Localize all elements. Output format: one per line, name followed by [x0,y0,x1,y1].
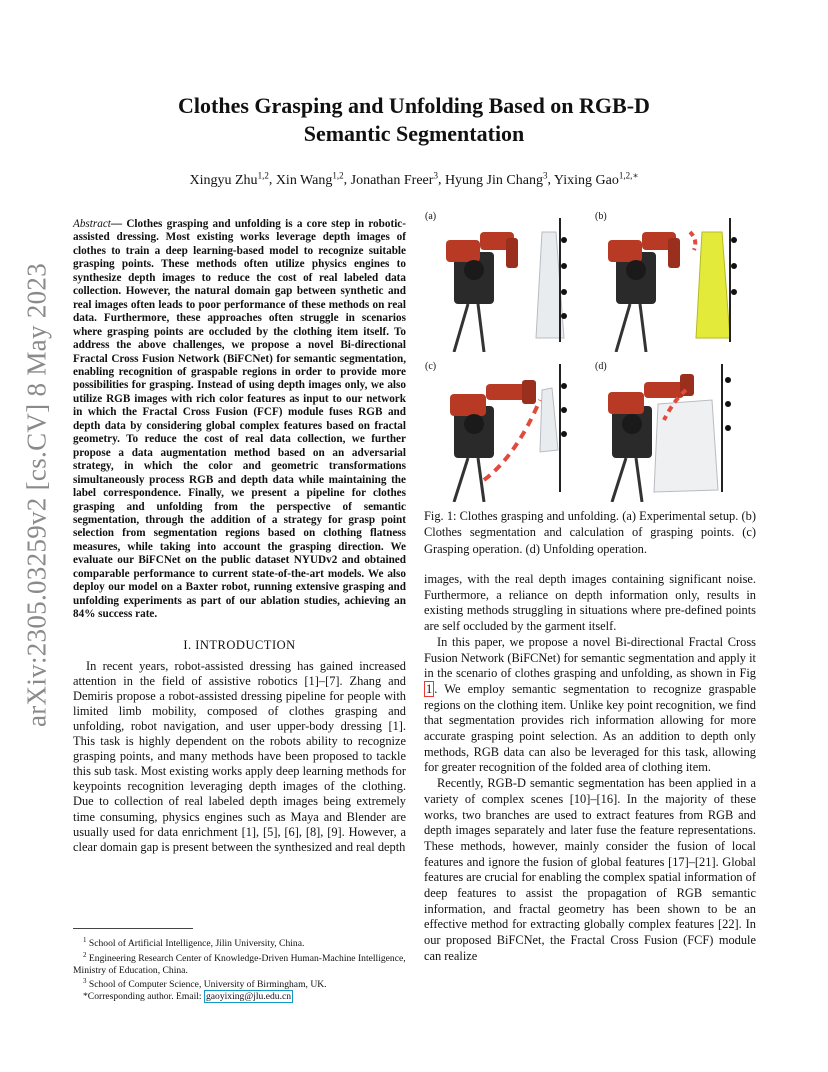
footnotes [73,928,406,1003]
corresponding-author: *Corresponding author. Email: gaoyixing@jlu.edu.cn [83,991,292,1003]
figure-panel-b [594,210,756,352]
right-column [424,572,756,965]
abstract-text: — Clothes grasping and unfolding is a core step in robotic-assisted dressing. Most existing works leverage depth images of clothes to train a deep learning-based model to recognize suitable grasping points. These methods often utilize physics engines to synthesize depth images to reduce the cost of real labeled data collection. However, the natural domain gap between synthetic and real images often leads to poor performance of these methods on real data. Furthermore, these approaches often struggle in scenarios where grasping points are occluded by the clothing item itself. To address the above challenges, we propose a novel Bi-directional Fractal Cross Fusion Network (BiFCNet) for semantic segmentation, enabling recognition of graspable regions in order to provide more possibilities for grasping. Instead of using depth images only, we also utilize RGB images with rich color features as input to our network in which the Fractal Cross Fusion (FCF) module fuses RGB and depth data by considering global complex features based on fractal geometry. To reduce the cost of real data collection, we further propose a data augmentation method based on an adversarial strategy, in which the color and geometric transformations simultaneously process RGB and depth data while maintaining the label correspondence. Finally, we present a pipeline for clothes grasping and unfolding from the perspective of semantic segmentation, through the addition of a strategy for grasp point selection from segmentation regions based on clothing flatness measures, while taking into account the grasping direction. We evaluate our BiFCNet on the public dataset NYUDv2 and obtained comparable performance to current state-of-the-art models. We also deploy our model on a Baxter robot, running extensive grasping and unfolding experiments as part of our ablation studies, achieving an 84% success rate. [73,218,406,621]
abstract-label: Abstract [73,218,111,230]
author-list: Xingyu Zhu$^{1,2}$, Xin Wang$^{1,2}$, Jonathan Freer$^3$, Hyung Jin Chang$^3$, Yixing Gao$^{1,2,∗}$ [189,170,639,188]
title-line-1: Clothes Grasping and Unfolding Based on RGB-D [178,93,650,118]
left-column [73,218,406,855]
figure-caption: Fig. 1: Clothes grasping and unfolding. (a) Experimental setup. (b) Clothes segmentation and calculation of grasping points. (c) Grasping operation. (d) Unfolding operation. [424,509,756,556]
figure-panel-a [424,210,586,352]
figure-panel-d [594,360,756,502]
panel-label-b: (b) [595,211,607,222]
panel-label-d: (d) [595,361,607,372]
body-paragraph: Recently, RGB-D semantic segmentation has been applied in a variety of complex scenes [10]–[16]. In the majority of these works, two branches are used to extract features from RGB and depth images separately and later fuse the feature representations. These methods, however, mainly consider the fusion of local features and ignore the fusion of global features [17]–[21]. Global features are crucial for enabling the complex spatial information of deep features to assist the propagation of RGB semantic information, and fractal geometry has been shown to be an effective method for extracting globally complex features [22]. In our proposed BiFCNet, the Fractal Cross Fusion (FCF) module can realize [424,776,757,963]
body-paragraph: images, with the real depth images containing significant noise. Furthermore, a reliance on depth information only, results in existing methods struggling in situations where pre-defined points are self occluded by the garment itself. [424,572,756,634]
paper-title [100,92,728,148]
intro-paragraph: In recent years, robot-assisted dressing has gained increased attention in the field of assistive robotics [1]–[7]. Zhang and Demiris propose a robot-assisted dressing pipeline for people with limited limb mobility, composed of clothes grasping and unfolding, robot navigation, and user upper-body dressing [1]. This task is highly dependent on the robots ability to recognize grasping points, and many methods have been proposed to tackle this sub task. Most existing works apply deep learning methods for keypoints recognition leveraging depth images of the clothing. Due to collection of real labeled depth images being extremely time consuming, physics engines such as Maya and Blender are usually used for data enrichment [1], [5], [6], [8], [9]. However, a clear domain gap is present between the synthesized and real depth [73,658,406,854]
author: Yixing Gao$^{1,2,∗}$ [553,170,639,188]
body-paragraph: In this paper, we propose a novel Bi-directional Fractal Cross Fusion Network (BiFCNet) for semantic segmentation and apply it in the scenario of clothes grasping and unfolding, as shown in Fig 1 . We employ semantic segmentation to recognize graspable regions on the clothing item. Unlike key point recognition, we find that segmentation provides rich information allowing for more accurate grasping point selection. As an addition to depth only methods, RGB data can also be leveraged for this task, allowing for greater recognition of the folded area of clothing item. [424,634,756,775]
robot-photo-a [424,210,586,352]
figure-panel-c [424,360,586,502]
footnote: $^3$ School of Computer Science, University of Birmingham, UK. [83,977,327,991]
footnote: $^1$ School of Artificial Intelligence, Jilin University, China. [83,936,305,950]
author: Hyung Jin Chang$^3$ [444,170,548,188]
title-line-2: Semantic Segmentation [303,121,525,146]
abstract [73,218,406,622]
robot-photo-d [594,360,756,502]
robot-photo-c [424,360,586,502]
footnote: $^2$ Engineering Research Center of Knowledge-Driven Human-Machine Intelligence, Ministry of Education, China. [73,950,406,976]
author: Xin Wang$^{1,2}$ [275,170,344,188]
figure-reference-link[interactable]: 1 [426,681,433,696]
arxiv-identifier [10,262,64,728]
figure-1 [424,210,756,508]
arxiv-identifier-text: arXiv:2305.03259v2 [cs.CV] 8 May 2023 [21,262,52,728]
author: Xingyu Zhu$^{1,2}$ [189,170,269,188]
panel-label-c: (c) [425,361,437,372]
panel-label-a: (a) [425,211,437,222]
robot-photo-b [594,210,756,352]
section-heading-introduction: I. INTRODUCTION [183,637,296,652]
email-link[interactable]: gaoyixing@jlu.edu.cn [205,991,292,1003]
footnote-rule [73,928,193,929]
author: Jonathan Freer$^3$ [350,170,438,188]
